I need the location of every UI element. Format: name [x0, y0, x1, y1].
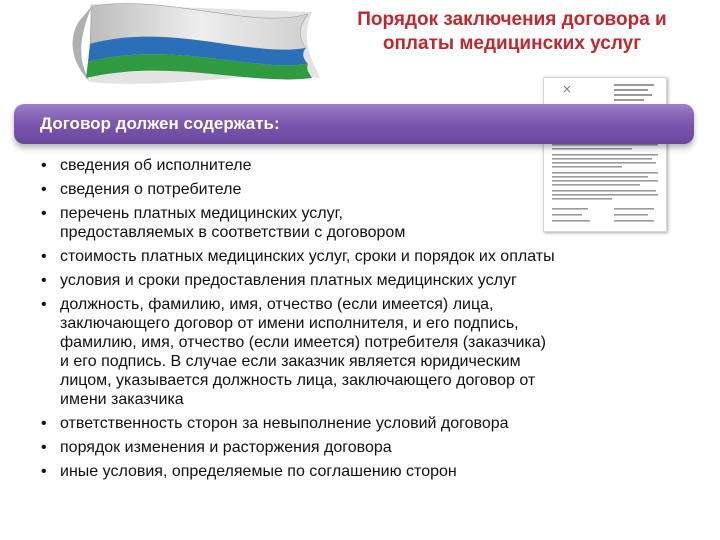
list-item	[36, 156, 696, 175]
requirements-list	[36, 156, 696, 486]
list-item-line: • сведения об исполнителе	[60, 157, 252, 174]
list-item	[36, 295, 696, 409]
list-item-line: и его подпись. В случае если заказчик является юридическим	[60, 353, 521, 370]
list-item	[36, 414, 696, 433]
list-item	[36, 462, 696, 481]
list-item-line: • стоимость платных медицинских услуг, сроки и порядок их оплаты	[60, 248, 555, 265]
list-item-line: лицом, указывается должность лица, заключающего договор от	[60, 372, 536, 389]
list-item-line: • перечень платных медицинских услуг,	[60, 205, 343, 222]
section-header-bar	[14, 104, 694, 144]
list-item	[36, 271, 696, 290]
list-item	[36, 247, 696, 266]
list-item-line: • порядок изменения и расторжения договора	[60, 439, 392, 456]
list-item-line: имени заказчика	[60, 391, 184, 408]
list-item-line: • иные условия, определяемые по соглашению сторон	[60, 463, 457, 480]
list-item-line: предоставляемых в соответствии с договором	[60, 224, 406, 241]
title-line: оплаты медицинских услуг	[382, 33, 642, 54]
list-item-line: • ответственность сторон за невыполнение условий договора	[60, 415, 509, 432]
list-item-line: • сведения о потребителе	[60, 181, 242, 198]
section-header-label: Договор должен содержать:	[40, 114, 280, 133]
title-line: Порядок заключения договора и	[357, 9, 667, 30]
list-item-line: • должность, фамилию, имя, отчество (если имеется) лица,	[60, 296, 494, 313]
flag-ribbon-logo-icon	[50, 0, 320, 90]
list-item-line: • условия и сроки предоставления платных медицинских услуг	[60, 272, 517, 289]
list-item	[36, 180, 696, 199]
list-item-line: заключающего договор от имени исполнителя, и его подпись,	[60, 315, 519, 332]
list-item	[36, 438, 696, 457]
page-title	[332, 8, 692, 56]
list-item	[36, 204, 696, 242]
list-item-line: фамилию, имя, отчество (если имеется) потребителя (заказчика)	[60, 334, 546, 351]
